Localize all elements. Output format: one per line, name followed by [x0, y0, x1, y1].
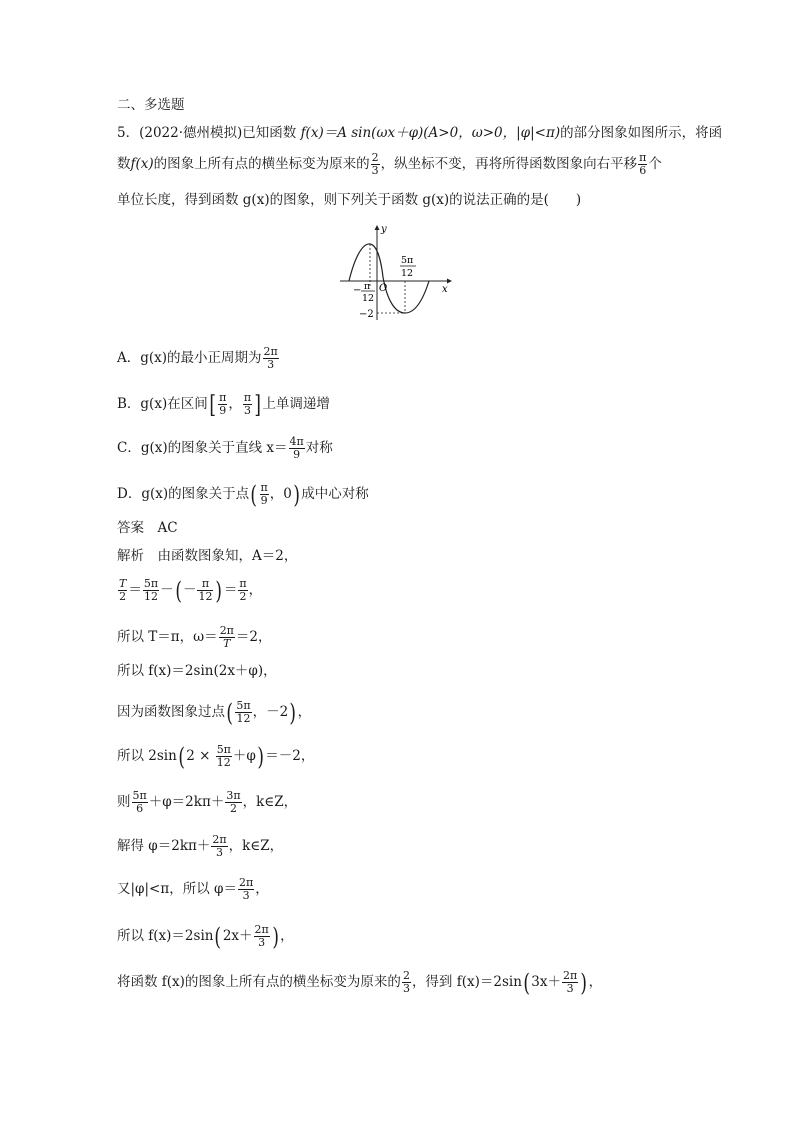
q-formula: f(x)	[130, 156, 154, 172]
sol-text: 则	[117, 794, 131, 810]
sol-text: 所以 2sin	[117, 748, 177, 764]
sol-text: ＝－2，	[265, 748, 315, 764]
q-text: 的部分图象如图所示，将函	[560, 125, 723, 141]
q-text: 的图象上所有点的横坐标变为原来的	[153, 156, 370, 172]
solution-line-10: 所以 f(x)＝2sin(2x＋ $\frac{2\pi}{3}$ )，	[117, 922, 294, 951]
option-c-suffix: 对称	[305, 440, 333, 456]
sol-text: 所以 f(x)＝2sin	[117, 928, 214, 944]
fraction-2-3: $\frac{2}{3}$	[371, 151, 379, 177]
q-formula: f(x)＝A sin(ωx＋φ)(A>0，ω>0，|φ|<π)	[300, 125, 561, 141]
fraction-2pi-3: $\frac{2\pi}{3}$	[263, 345, 278, 371]
option-c	[117, 436, 333, 461]
tick-5pi: 5π	[401, 255, 414, 266]
function-graph	[335, 220, 455, 320]
solution-line-3: 所以 T＝π，ω＝ $\frac{2\pi}{T}$ ＝2，	[117, 624, 272, 650]
tick-minus2: −2	[359, 309, 374, 320]
fraction-pi-3: $\frac{\pi}{3}$	[243, 391, 252, 417]
answer: 答案 AC	[117, 520, 178, 536]
sine-curve	[349, 244, 429, 313]
option-a	[117, 346, 280, 371]
option-d-text: D．g(x)的图象关于点	[117, 486, 250, 502]
q-text: ，纵坐标不变，再将所得函数图象向右平移	[380, 156, 638, 172]
option-b-text: B．g(x)在区间	[117, 396, 208, 412]
solution-line-9: 又|φ|<π，所以 φ＝ $\frac{2\pi}{3}$ ，	[117, 876, 269, 902]
origin-label: O	[379, 283, 388, 294]
sol-text: 解得 φ＝2kπ＋	[117, 838, 211, 854]
tick-12-upper: 12	[401, 268, 414, 279]
sol-text: 因为函数图象过点	[117, 704, 225, 720]
solution-line-8: 解得 φ＝2kπ＋ $\frac{2\pi}{3}$ ，k∈Z，	[117, 833, 284, 859]
fraction-pi-9: $\frac{\pi}{9}$	[219, 391, 227, 417]
fraction-4pi-9: $\frac{4\pi}{9}$	[289, 435, 304, 461]
question-line-2	[117, 152, 662, 177]
sol-text: ，k∈Z，	[228, 838, 284, 854]
q-text: 数	[117, 156, 131, 172]
tick-12-lower: 12	[362, 293, 375, 304]
y-axis-arrow	[375, 225, 380, 230]
sol-text: ＝2，	[235, 629, 272, 645]
x-axis-label: x	[442, 284, 448, 295]
sol-text: ，得到 f(x)＝2sin	[411, 974, 522, 990]
sol-text: 所以 T＝π，ω＝	[117, 629, 218, 645]
solution-line-4: 所以 f(x)＝2sin(2x＋φ)，	[117, 663, 277, 679]
solution-line-2: $\frac{T}{2}$ ＝ $\frac{5\pi}{12}$ －(－ $\frac{\pi}{12}$ )＝ $\frac{\pi}{2}$ ，	[119, 576, 263, 605]
solution-line-5: 因为函数图象过点( $\frac{5\pi}{12}$ ，－2)，	[117, 698, 312, 727]
tick-pi: π	[364, 281, 371, 292]
option-a-text: A．g(x)的最小正周期为	[117, 350, 262, 366]
solution-line-6: 所以 2sin(2 × $\frac{5\pi}{12}$ ＋φ)＝－2，	[117, 742, 315, 771]
q-text: 个	[648, 156, 662, 172]
sol-text: ，k∈Z，	[242, 794, 298, 810]
option-b-suffix: 上单调递增	[262, 396, 330, 412]
sol-text: 将函数 f(x)的图象上所有点的横坐标变为原来的	[117, 974, 401, 990]
question-line-1	[117, 124, 722, 142]
q-text: 5．(2022·德州模拟)已知函数	[117, 125, 301, 141]
option-d: D．g(x)的图象关于点( $\frac{\pi}{9}$ ，0)成中心对称	[117, 480, 369, 509]
question-line-3: 单位长度，得到函数 g(x)的图象，则下列关于函数 g(x)的说法正确的是( )	[117, 192, 582, 208]
option-c-text: C．g(x)的图象关于直线 x＝	[117, 440, 288, 456]
fraction-pi-9: $\frac{\pi}{9}$	[260, 481, 268, 507]
section-title: 二、多选题	[117, 97, 185, 113]
tick-neg-sign: −	[353, 285, 362, 296]
option-d-suffix: 成中心对称	[301, 486, 369, 502]
y-axis-label: y	[381, 224, 387, 235]
option-b: B．g(x)在区间[ $\frac{\pi}{9}$ ， $\frac{\pi}{3}$ ]上单调递增	[117, 390, 330, 419]
sol-text: ＋φ＝2kπ＋	[148, 794, 225, 810]
solution-line-7: 则 $\frac{5\pi}{6}$ ＋φ＝2kπ＋ $\frac{3\pi}{2}$ ，k∈Z，	[117, 789, 298, 815]
sol-text: 又|φ|<π，所以 φ＝	[117, 881, 237, 897]
fraction-pi-6: $\frac{\pi}{6}$	[639, 151, 647, 177]
x-axis-arrow	[447, 279, 452, 284]
solution-line-1: 解析 由函数图象知，A＝2，	[117, 548, 298, 564]
solution-line-11: 将函数 f(x)的图象上所有点的横坐标变为原来的 $\frac{2}{3}$ ，得到 f(x)＝2sin(3x＋ $\frac{2\pi}{3}$ )，	[117, 968, 603, 997]
